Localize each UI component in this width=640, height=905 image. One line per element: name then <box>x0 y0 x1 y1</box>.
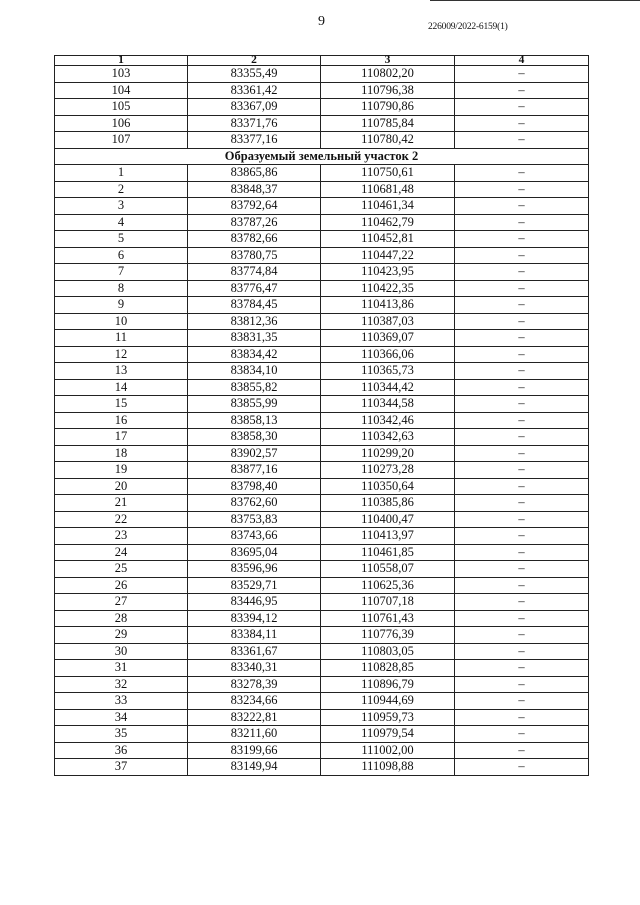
cell-note: – <box>455 198 589 215</box>
cell-x: 83278,39 <box>188 676 321 693</box>
cell-point-number: 9 <box>55 297 188 314</box>
cell-point-number: 24 <box>55 544 188 561</box>
cell-y: 110413,86 <box>321 297 455 314</box>
header-cell-note: 4 <box>455 56 589 66</box>
table-row <box>55 115 589 132</box>
cell-note: – <box>455 594 589 611</box>
cell-x: 83865,86 <box>188 165 321 182</box>
cell-y: 110273,28 <box>321 462 455 479</box>
table-row <box>55 429 589 446</box>
table-header-row <box>55 56 589 66</box>
header-cell-x: 2 <box>188 56 321 66</box>
cell-note: – <box>455 82 589 99</box>
cell-note: – <box>455 495 589 512</box>
table-row <box>55 214 589 231</box>
cell-x: 83222,81 <box>188 709 321 726</box>
cell-x: 83798,40 <box>188 478 321 495</box>
cell-y: 110385,86 <box>321 495 455 512</box>
table-row <box>55 280 589 297</box>
cell-note: – <box>455 511 589 528</box>
cell-y: 110979,54 <box>321 726 455 743</box>
cell-note: – <box>455 726 589 743</box>
cell-point-number: 21 <box>55 495 188 512</box>
cell-x: 83858,30 <box>188 429 321 446</box>
table-row <box>55 676 589 693</box>
table-row <box>55 181 589 198</box>
cell-x: 83446,95 <box>188 594 321 611</box>
cell-x: 83834,42 <box>188 346 321 363</box>
cell-y: 110707,18 <box>321 594 455 611</box>
table-row <box>55 396 589 413</box>
cell-point-number: 20 <box>55 478 188 495</box>
cell-x: 83367,09 <box>188 99 321 116</box>
cell-y: 110366,06 <box>321 346 455 363</box>
table-row <box>55 511 589 528</box>
cell-point-number: 31 <box>55 660 188 677</box>
cell-point-number: 5 <box>55 231 188 248</box>
table-row <box>55 726 589 743</box>
table-row <box>55 412 589 429</box>
table-row <box>55 660 589 677</box>
cell-y: 110369,07 <box>321 330 455 347</box>
cell-y: 110803,05 <box>321 643 455 660</box>
cell-y: 110944,69 <box>321 693 455 710</box>
cell-x: 83780,75 <box>188 247 321 264</box>
table-row <box>55 709 589 726</box>
table-row <box>55 528 589 545</box>
cell-x: 83753,83 <box>188 511 321 528</box>
cell-y: 110780,42 <box>321 132 455 149</box>
cell-y: 110342,46 <box>321 412 455 429</box>
cell-note: – <box>455 709 589 726</box>
coordinates-table <box>54 55 589 776</box>
top-rule <box>430 0 640 1</box>
cell-x: 83834,10 <box>188 363 321 380</box>
cell-point-number: 7 <box>55 264 188 281</box>
cell-y: 110350,64 <box>321 478 455 495</box>
cell-x: 83858,13 <box>188 412 321 429</box>
table-row <box>55 346 589 363</box>
cell-point-number: 104 <box>55 82 188 99</box>
header-cell-point-number: 1 <box>55 56 188 66</box>
cell-y: 110959,73 <box>321 709 455 726</box>
cell-x: 83596,96 <box>188 561 321 578</box>
cell-x: 83199,66 <box>188 742 321 759</box>
cell-note: – <box>455 643 589 660</box>
cell-y: 110558,07 <box>321 561 455 578</box>
cell-y: 110423,95 <box>321 264 455 281</box>
section-title: Образуемый земельный участок 2 <box>55 148 589 165</box>
cell-point-number: 32 <box>55 676 188 693</box>
table-row <box>55 99 589 116</box>
cell-point-number: 26 <box>55 577 188 594</box>
cell-x: 83877,16 <box>188 462 321 479</box>
cell-note: – <box>455 214 589 231</box>
cell-y: 111002,00 <box>321 742 455 759</box>
table-row <box>55 66 589 83</box>
cell-point-number: 10 <box>55 313 188 330</box>
cell-note: – <box>455 363 589 380</box>
cell-y: 110365,73 <box>321 363 455 380</box>
cell-point-number: 6 <box>55 247 188 264</box>
table-row <box>55 742 589 759</box>
cell-x: 83529,71 <box>188 577 321 594</box>
cell-note: – <box>455 478 589 495</box>
cell-point-number: 36 <box>55 742 188 759</box>
cell-point-number: 4 <box>55 214 188 231</box>
table-row <box>55 264 589 281</box>
cell-note: – <box>455 165 589 182</box>
cell-point-number: 18 <box>55 445 188 462</box>
cell-y: 110461,34 <box>321 198 455 215</box>
cell-note: – <box>455 528 589 545</box>
cell-x: 83792,64 <box>188 198 321 215</box>
cell-x: 83371,76 <box>188 115 321 132</box>
cell-x: 83743,66 <box>188 528 321 545</box>
cell-y: 110461,85 <box>321 544 455 561</box>
cell-y: 110462,79 <box>321 214 455 231</box>
cell-x: 83776,47 <box>188 280 321 297</box>
table-row <box>55 627 589 644</box>
cell-note: – <box>455 379 589 396</box>
cell-x: 83762,60 <box>188 495 321 512</box>
table-row <box>55 693 589 710</box>
cell-point-number: 15 <box>55 396 188 413</box>
table-row <box>55 363 589 380</box>
cell-note: – <box>455 247 589 264</box>
table-row <box>55 231 589 248</box>
table-row <box>55 313 589 330</box>
cell-x: 83774,84 <box>188 264 321 281</box>
cell-x: 83787,26 <box>188 214 321 231</box>
cell-y: 110681,48 <box>321 181 455 198</box>
cell-x: 83902,57 <box>188 445 321 462</box>
cell-note: – <box>455 462 589 479</box>
table-row <box>55 643 589 660</box>
cell-y: 110750,61 <box>321 165 455 182</box>
cell-note: – <box>455 280 589 297</box>
cell-point-number: 11 <box>55 330 188 347</box>
cell-point-number: 105 <box>55 99 188 116</box>
cell-point-number: 2 <box>55 181 188 198</box>
cell-x: 83355,49 <box>188 66 321 83</box>
cell-y: 110413,97 <box>321 528 455 545</box>
cell-y: 110828,85 <box>321 660 455 677</box>
cell-x: 83848,37 <box>188 181 321 198</box>
cell-y: 111098,88 <box>321 759 455 776</box>
section-title-row <box>55 148 589 165</box>
document-id: 226009/2022-6159(1) <box>428 22 508 32</box>
cell-note: – <box>455 313 589 330</box>
cell-point-number: 22 <box>55 511 188 528</box>
cell-note: – <box>455 693 589 710</box>
cell-x: 83211,60 <box>188 726 321 743</box>
cell-x: 83384,11 <box>188 627 321 644</box>
cell-y: 110776,39 <box>321 627 455 644</box>
cell-point-number: 12 <box>55 346 188 363</box>
cell-y: 110761,43 <box>321 610 455 627</box>
cell-y: 110299,20 <box>321 445 455 462</box>
cell-point-number: 1 <box>55 165 188 182</box>
cell-y: 110422,35 <box>321 280 455 297</box>
cell-point-number: 33 <box>55 693 188 710</box>
cell-y: 110785,84 <box>321 115 455 132</box>
cell-point-number: 29 <box>55 627 188 644</box>
cell-y: 110796,38 <box>321 82 455 99</box>
cell-note: – <box>455 330 589 347</box>
cell-note: – <box>455 627 589 644</box>
cell-note: – <box>455 742 589 759</box>
cell-x: 83855,99 <box>188 396 321 413</box>
cell-y: 110790,86 <box>321 99 455 116</box>
cell-x: 83812,36 <box>188 313 321 330</box>
table-row <box>55 247 589 264</box>
table-row <box>55 759 589 776</box>
cell-point-number: 37 <box>55 759 188 776</box>
cell-y: 110344,58 <box>321 396 455 413</box>
cell-note: – <box>455 264 589 281</box>
cell-note: – <box>455 346 589 363</box>
table-row <box>55 297 589 314</box>
cell-y: 110896,79 <box>321 676 455 693</box>
cell-x: 83361,67 <box>188 643 321 660</box>
table-row <box>55 198 589 215</box>
cell-x: 83377,16 <box>188 132 321 149</box>
table-row <box>55 561 589 578</box>
cell-point-number: 3 <box>55 198 188 215</box>
cell-note: – <box>455 181 589 198</box>
cell-x: 83234,66 <box>188 693 321 710</box>
cell-note: – <box>455 429 589 446</box>
cell-point-number: 25 <box>55 561 188 578</box>
cell-y: 110447,22 <box>321 247 455 264</box>
table-row <box>55 594 589 611</box>
table-row <box>55 165 589 182</box>
cell-note: – <box>455 577 589 594</box>
cell-note: – <box>455 676 589 693</box>
table-row <box>55 330 589 347</box>
cell-note: – <box>455 759 589 776</box>
table-row <box>55 495 589 512</box>
cell-note: – <box>455 445 589 462</box>
cell-point-number: 103 <box>55 66 188 83</box>
table-row <box>55 577 589 594</box>
cell-note: – <box>455 297 589 314</box>
table-row <box>55 82 589 99</box>
cell-note: – <box>455 544 589 561</box>
cell-y: 110802,20 <box>321 66 455 83</box>
cell-note: – <box>455 396 589 413</box>
coordinates-table-body <box>55 56 589 776</box>
cell-note: – <box>455 412 589 429</box>
cell-x: 83831,35 <box>188 330 321 347</box>
cell-point-number: 35 <box>55 726 188 743</box>
cell-x: 83394,12 <box>188 610 321 627</box>
cell-point-number: 19 <box>55 462 188 479</box>
cell-point-number: 106 <box>55 115 188 132</box>
cell-point-number: 13 <box>55 363 188 380</box>
cell-point-number: 107 <box>55 132 188 149</box>
cell-x: 83695,04 <box>188 544 321 561</box>
header-cell-y: 3 <box>321 56 455 66</box>
cell-point-number: 30 <box>55 643 188 660</box>
cell-point-number: 16 <box>55 412 188 429</box>
table-row <box>55 610 589 627</box>
table-row <box>55 379 589 396</box>
cell-x: 83361,42 <box>188 82 321 99</box>
cell-note: – <box>455 231 589 248</box>
table-row <box>55 462 589 479</box>
cell-y: 110625,36 <box>321 577 455 594</box>
cell-y: 110400,47 <box>321 511 455 528</box>
cell-point-number: 34 <box>55 709 188 726</box>
cell-x: 83149,94 <box>188 759 321 776</box>
cell-y: 110452,81 <box>321 231 455 248</box>
cell-point-number: 28 <box>55 610 188 627</box>
cell-note: – <box>455 561 589 578</box>
cell-note: – <box>455 660 589 677</box>
cell-x: 83340,31 <box>188 660 321 677</box>
cell-point-number: 8 <box>55 280 188 297</box>
cell-point-number: 23 <box>55 528 188 545</box>
page-number: 9 <box>318 14 325 29</box>
cell-note: – <box>455 66 589 83</box>
cell-y: 110342,63 <box>321 429 455 446</box>
cell-note: – <box>455 115 589 132</box>
cell-x: 83855,82 <box>188 379 321 396</box>
cell-x: 83784,45 <box>188 297 321 314</box>
table-row <box>55 478 589 495</box>
cell-point-number: 14 <box>55 379 188 396</box>
table-row <box>55 544 589 561</box>
cell-point-number: 17 <box>55 429 188 446</box>
table-row <box>55 445 589 462</box>
cell-point-number: 27 <box>55 594 188 611</box>
cell-x: 83782,66 <box>188 231 321 248</box>
cell-y: 110387,03 <box>321 313 455 330</box>
cell-note: – <box>455 132 589 149</box>
cell-y: 110344,42 <box>321 379 455 396</box>
table-row <box>55 132 589 149</box>
cell-note: – <box>455 610 589 627</box>
cell-note: – <box>455 99 589 116</box>
